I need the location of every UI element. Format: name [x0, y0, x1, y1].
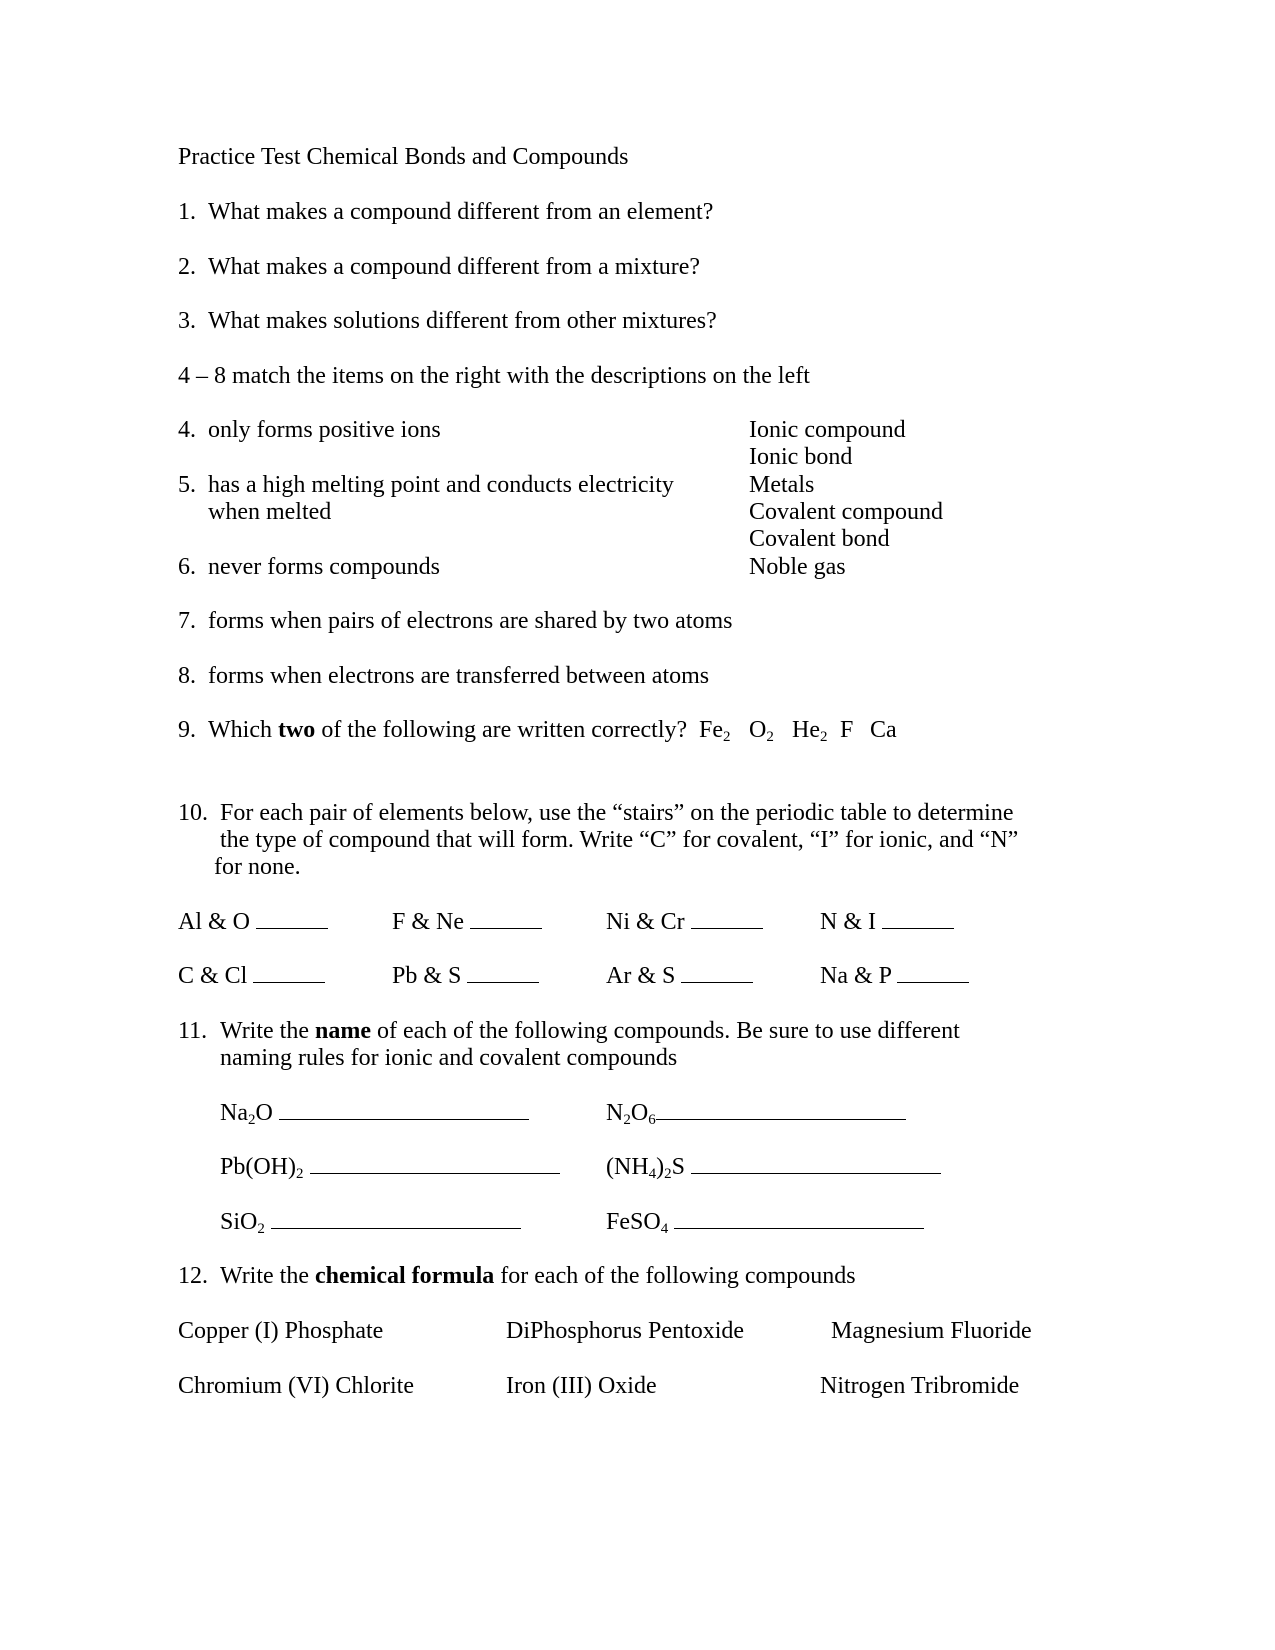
- question-11-line-2: naming rules for ionic and covalent compounds: [220, 1045, 678, 1071]
- question-10-line-3: for none.: [214, 854, 301, 880]
- compound-formula: $Na_2O$: [220, 1099, 529, 1127]
- question-number: 8.: [178, 663, 196, 689]
- element-pair: Ar & S: [606, 962, 753, 990]
- question-number: 12.: [178, 1263, 208, 1289]
- formula-choice: $O_2$: [749, 717, 774, 745]
- question-text: never forms compounds: [208, 554, 440, 580]
- question-7: [178, 607, 733, 635]
- question-number: 9.: [178, 717, 196, 743]
- question-10: [178, 799, 1014, 827]
- answer-blank[interactable]: [691, 1153, 941, 1174]
- element-pair: F & Ne: [392, 908, 542, 936]
- compound-formula: $Pb(OH)_2$: [220, 1153, 560, 1181]
- question-5: [178, 471, 674, 499]
- question-number: 7.: [178, 608, 196, 634]
- answer-blank[interactable]: [674, 1208, 924, 1229]
- answer-blank[interactable]: [467, 962, 539, 983]
- question-text: only forms positive ions: [208, 417, 441, 443]
- answer-blank[interactable]: [253, 962, 325, 983]
- formula-choice: $He_2$: [792, 717, 828, 745]
- question-text: What makes solutions different from other mixtures?: [208, 308, 717, 334]
- matching-instructions: 4 – 8 match the items on the right with the descriptions on the left: [178, 363, 810, 389]
- question-number: 4.: [178, 417, 196, 443]
- compound-name: Nitrogen Tribromide: [820, 1373, 1020, 1399]
- element-pair: Al & O: [178, 908, 328, 936]
- compound-formula: $N_2O_6$: [606, 1099, 906, 1127]
- compound-name: Magnesium Fluoride: [831, 1318, 1032, 1344]
- question-5-continued: when melted: [208, 499, 332, 525]
- answer-blank[interactable]: [681, 962, 753, 983]
- element-pair: Na & P: [820, 962, 969, 990]
- formula-choice: F: [840, 717, 854, 743]
- question-number: 5.: [178, 472, 196, 498]
- question-number: 3.: [178, 308, 196, 334]
- answer-blank[interactable]: [470, 908, 542, 929]
- question-text: has a high melting point and conducts electricity: [208, 472, 674, 498]
- question-text: Which two of the following are written correctly?: [208, 717, 688, 743]
- formula-choice: Ca: [870, 717, 897, 743]
- compound-name: Iron (III) Oxide: [506, 1373, 657, 1399]
- answer-blank[interactable]: [256, 908, 328, 929]
- element-pair: C & Cl: [178, 962, 325, 990]
- answer-blank[interactable]: [691, 908, 763, 929]
- page-title: Practice Test Chemical Bonds and Compounds: [178, 144, 629, 170]
- formula-choice: $Fe_2$: [699, 717, 731, 745]
- matching-option: Noble gas: [749, 554, 846, 580]
- element-pair: Ni & Cr: [606, 908, 763, 936]
- answer-blank[interactable]: [310, 1153, 560, 1174]
- compound-name: Chromium (VI) Chlorite: [178, 1373, 414, 1399]
- question-10-line-2: the type of compound that will form. Write “C” for covalent, “I” for ionic, and “N”: [220, 827, 1019, 853]
- question-9: [178, 716, 688, 744]
- matching-option: Covalent bond: [749, 526, 890, 552]
- matching-option: Ionic bond: [749, 444, 853, 470]
- question-text: forms when pairs of electrons are shared by two atoms: [208, 608, 733, 634]
- compound-name: DiPhosphorus Pentoxide: [506, 1318, 745, 1344]
- question-3: [178, 307, 717, 335]
- question-text: What makes a compound different from an element?: [208, 199, 714, 225]
- answer-blank[interactable]: [897, 962, 969, 983]
- compound-formula: FeSO$_4$: [606, 1208, 924, 1236]
- question-number: 6.: [178, 554, 196, 580]
- question-12: [178, 1262, 856, 1290]
- question-number: 11.: [178, 1018, 208, 1044]
- answer-blank[interactable]: [656, 1099, 906, 1120]
- answer-blank[interactable]: [882, 908, 954, 929]
- element-pair: N & I: [820, 908, 954, 936]
- question-2: [178, 253, 701, 281]
- question-8: [178, 662, 710, 690]
- question-text: What makes a compound different from a mixture?: [208, 254, 701, 280]
- answer-blank[interactable]: [271, 1208, 521, 1229]
- question-text: forms when electrons are transferred between atoms: [208, 663, 710, 689]
- question-6: [178, 553, 440, 581]
- question-1: [178, 198, 714, 226]
- question-11: [178, 1017, 960, 1045]
- matching-option: Ionic compound: [749, 417, 906, 443]
- question-text: Write the name of each of the following compounds. Be sure to use different: [220, 1018, 960, 1044]
- matching-option: Metals: [749, 472, 815, 498]
- answer-blank[interactable]: [279, 1099, 529, 1120]
- matching-option: Covalent compound: [749, 499, 943, 525]
- question-4: [178, 416, 441, 444]
- question-number: 10.: [178, 800, 208, 826]
- compound-formula: SiO$_2$: [220, 1208, 521, 1236]
- question-text: Write the chemical formula for each of the following compounds: [220, 1263, 856, 1289]
- question-text: For each pair of elements below, use the “stairs” on the periodic table to determine: [220, 800, 1014, 826]
- question-number: 2.: [178, 254, 196, 280]
- element-pair: Pb & S: [392, 962, 539, 990]
- compound-name: Copper (I) Phosphate: [178, 1318, 384, 1344]
- question-number: 1.: [178, 199, 196, 225]
- compound-formula: $(NH_4)_2S$: [606, 1153, 941, 1181]
